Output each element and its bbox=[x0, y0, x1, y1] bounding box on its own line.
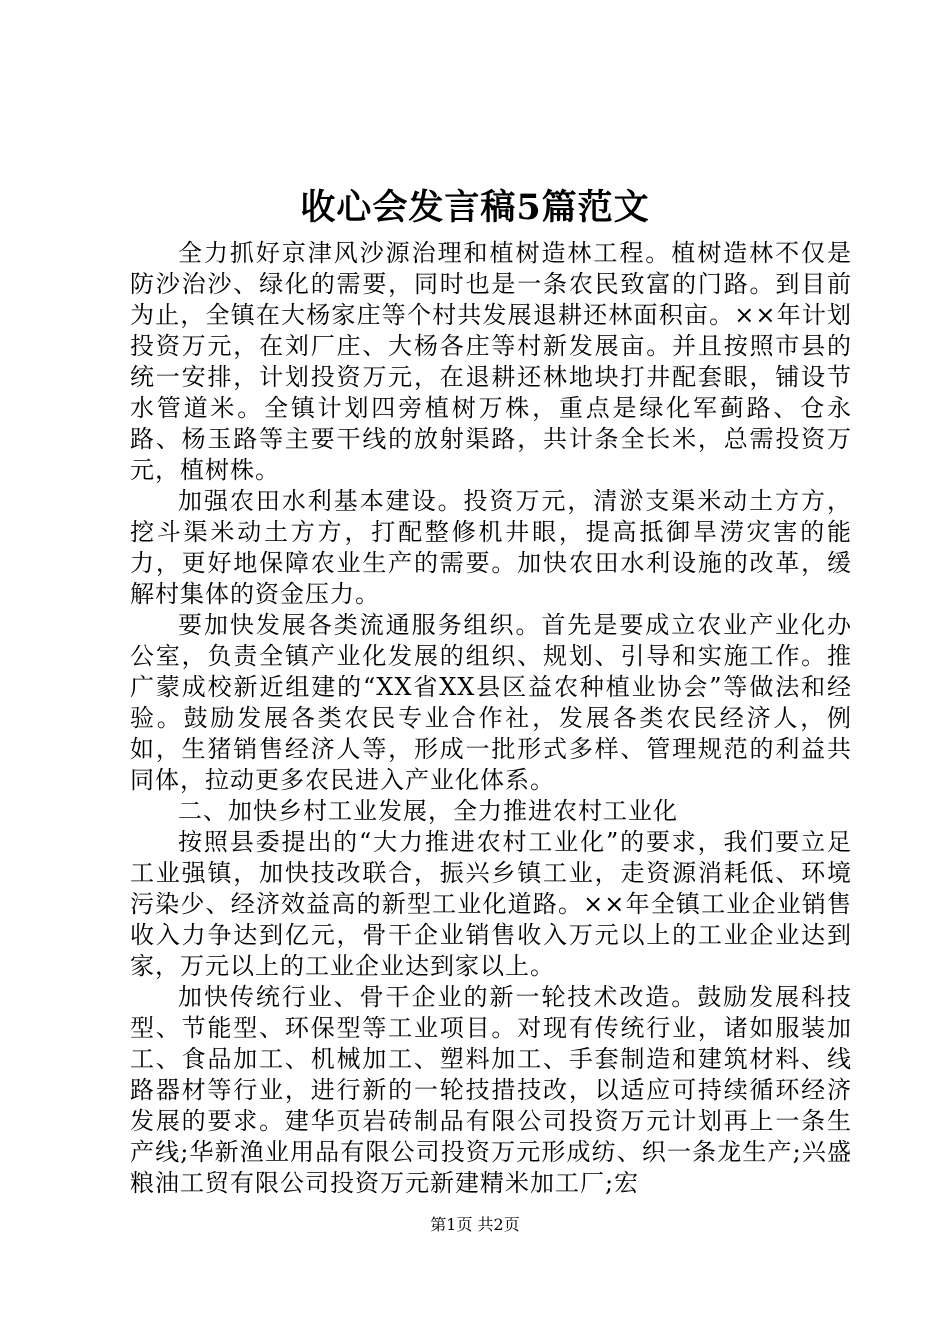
paragraph-technical-renovation: 加快传统行业、骨干企业的新一轮技术改造。鼓励发展科技型、节能型、环保型等工业项目。对现有传统行业，诸如服装加工、食品加工、机械加工、塑料加工、手套制造和建筑材料、线路器材等行业，进行新的一轮技措技改，以适应可持续循环经济发展的要求。建华页岩砖制品有限公司投资万元计划再上一条生产线;华新渔业用品有限公司投资万元形成纺、织一条龙生产;兴盛粮油工贸有限公司投资万元新建精米加工厂;宏 bbox=[130, 983, 852, 1197]
page-footer: 第1页 共2页 bbox=[430, 1215, 520, 1234]
paragraph-afforestation: 全力抓好京津风沙源治理和植树造林工程。植树造林不仅是防沙治沙、绿化的需要，同时也是一条农民致富的门路。到目前为止，全镇在大杨家庄等个村共发展退耕还林面积亩。××年计划投资万元，在刘厂庄、大杨各庄等村新发展亩。并且按照市县的统一安排，计划投资万元，在退耕还林地块打井配套眼，铺设节水管道米。全镇计划四旁植树万株，重点是绿化军蓟路、仓永路、杨玉路等主要干线的放射渠路，共计条全长米，总需投资万元，植树株。 bbox=[130, 239, 852, 484]
paragraph-service-organizations: 要加快发展各类流通服务组织。首先是要成立农业产业化办公室，负责全镇产业化发展的组织、规划、引导和实施工作。推广蒙成校新近组建的“XX省XX县区益农种植业协会”等做法和经验。鼓励发展各类农民专业合作社，发展各类农民经济人，例如，生猪销售经济人等，形成一批形式多样、管理规范的利益共同体，拉动更多农民进入产业化体系。 bbox=[130, 611, 852, 794]
document-title: 收心会发言稿5篇范文 bbox=[300, 187, 650, 228]
paragraph-industrialization: 按照县委提出的“大力推进农村工业化”的要求，我们要立足工业强镇，加快技改联合，振兴乡镇工业，走资源消耗低、环境污染少、经济效益高的新型工业化道路。××年全镇工业企业销售收入力争达到亿元，骨干企业销售收入万元以上的工业企业达到家，万元以上的工业企业达到家以上。 bbox=[130, 828, 852, 980]
document-body bbox=[130, 238, 852, 1199]
section-heading-industry: 二、加快乡村工业发展，全力推进农村工业化 bbox=[178, 797, 678, 825]
paragraph-irrigation: 加强农田水利基本建设。投资万元，清淤支渠米动土方方，挖斗渠米动土方方，打配整修机井眼，提高抵御旱涝灾害的能力，更好地保障农业生产的需要。加快农田水利设施的改革，缓解村集体的资金压力。 bbox=[130, 487, 852, 608]
